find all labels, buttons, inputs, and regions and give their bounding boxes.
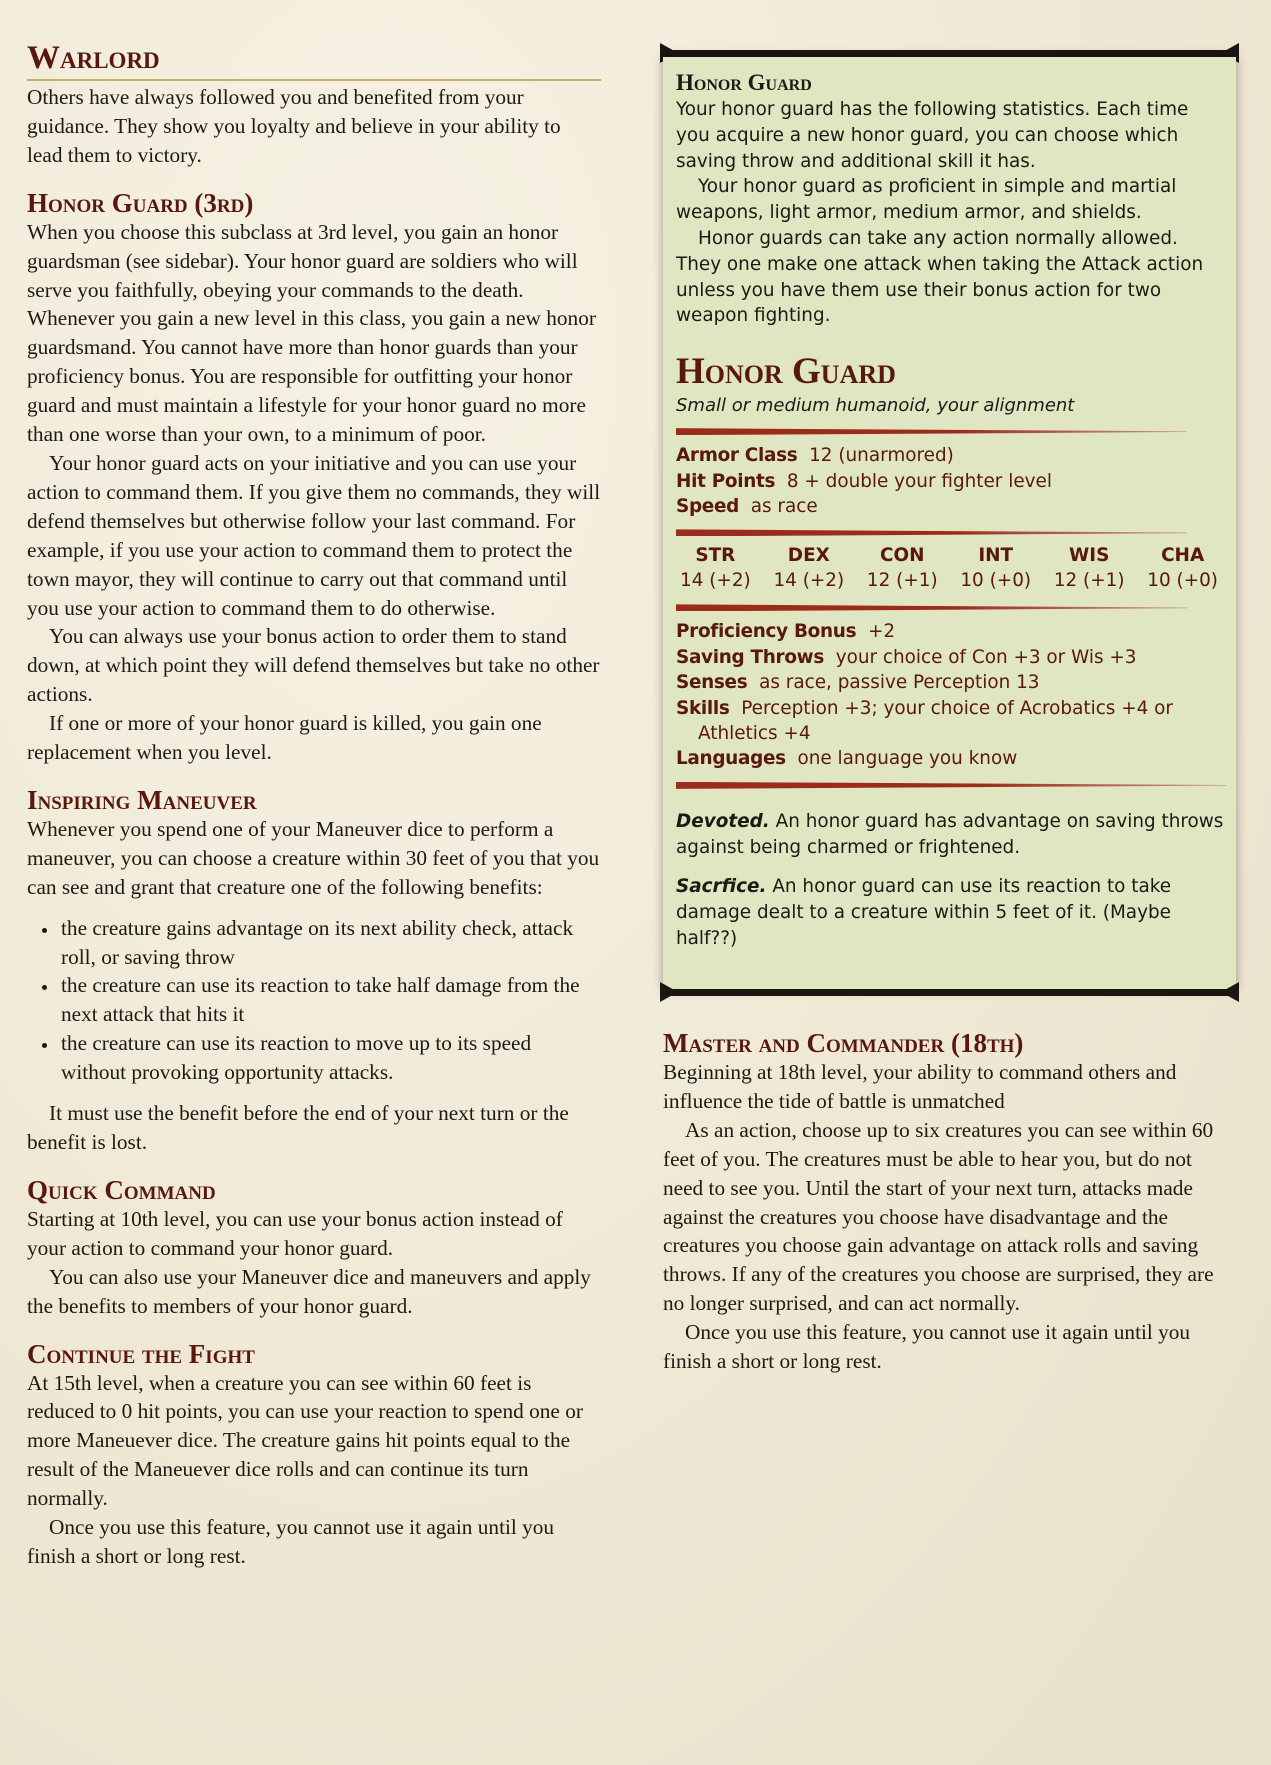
stat-block-name: Honor Guard — [676, 351, 896, 393]
quick-command-paragraph: You can also use your Maneuver dice and maneuvers and apply the benefits to members of your honor guard. — [27, 1264, 591, 1318]
senses: Senses as race, passive Perception 13 — [676, 672, 1040, 694]
ability-str: STR 14 (+2) — [680, 545, 751, 592]
continue-fight-paragraph: At 15th level, when a creature you can see within 60 feet is reduced to 0 hit points, you can use your reaction to spend one or more Maneuever dice. The creature gains hit points equal to the result of the Maneuever dice rolls and can continue its turn normally. — [27, 1370, 583, 1511]
skills: Skills Perception +3; your choice of Acrobatics +4 or Athletics +4 — [676, 697, 1173, 745]
continue-fight-heading: Continue the Fight — [27, 1338, 255, 1369]
armor-class: Armor Class 12 (unarmored) — [676, 445, 954, 467]
ability-scores — [680, 544, 1218, 594]
continue-fight-paragraph: Once you use this feature, you cannot use it again until you finish a short or long rest. — [27, 1515, 555, 1568]
ability-cha: CHA 10 (+0) — [1147, 545, 1218, 592]
saving-throws: Saving Throws your choice of Con +3 or Wis +3 — [676, 646, 1137, 668]
sidebar-paragraph: Your honor guard has the following statistics. Each time you acquire a new honor guard, you can choose which saving throw and additional skill it has. — [676, 99, 1189, 172]
honor-guard-paragraph: If one or more of your honor guard is killed, you gain one replacement when you level. — [27, 711, 542, 765]
sidebar-paragraph: Your honor guard as proficient in simple and martial weapons, light armor, medium armor, and shields. — [676, 176, 1177, 224]
divider — [676, 604, 1187, 611]
honor-guard-heading: Honor Guard (3rd) — [27, 187, 254, 218]
list-item: • the creature can use its reaction to move up to its speed without provoking opportunity attacks. — [59, 1029, 601, 1087]
intro-paragraph: Others have always followed you and benefited from your guidance. They show you loyalty and believe in your ability to lead them to victory. — [27, 85, 561, 167]
honor-guard-sidebar — [663, 40, 1236, 1000]
master-commander-paragraph: As an action, choose up to six creatures you can see within 60 feet of you. The creatures must be able to hear you, but do not need to see you. Until the start of your next turn, attacks made against the creatures you choose have disadvantage and the creatures you choose gain advantage on attack rolls and saving throws. If any of the creatures you choose are surprised, they are no longer surprised, and can act normally. — [663, 1117, 1214, 1316]
divider — [676, 782, 1226, 789]
right-column — [663, 1010, 1236, 1376]
list-item: • the creature gains advantage on its next ability check, attack roll, or saving throw — [59, 914, 601, 972]
quick-command-heading: Quick Command — [27, 1174, 216, 1205]
left-column — [27, 38, 601, 1571]
inspiring-maneuver-paragraph: It must use the benefit before the end of your next turn or the benefit is lost. — [27, 1101, 569, 1154]
proficiency-bonus: Proficiency Bonus +2 — [676, 621, 896, 643]
stat-block-type: Small or medium humanoid, your alignment — [676, 395, 1075, 417]
list-item: • the creature can use its reaction to take half damage from the next attack that hits it — [59, 971, 601, 1029]
honor-guard-paragraph: You can always use your bonus action to order them to stand down, at which point they will defend themselves but take no other actions. — [27, 624, 600, 707]
inspiring-maneuver-paragraph: Whenever you spend one of your Maneuver dice to perform a maneuver, you can choose a creature within 30 feet of you that you can see and grant that creature one of the following benefits: — [27, 816, 600, 899]
master-commander-paragraph: Beginning at 18th level, your ability to command others and influence the tide of battle is unmatched — [663, 1060, 1177, 1113]
sidebar-heading: Honor Guard — [676, 70, 812, 95]
sidebar-bottom-bar — [663, 989, 1236, 996]
speed: Speed as race — [676, 495, 818, 517]
benefit-list — [27, 914, 601, 1087]
ability-int: INT 10 (+0) — [960, 545, 1032, 592]
sidebar-body — [663, 57, 1236, 989]
divider — [676, 529, 1187, 536]
languages: Languages one language you know — [676, 748, 1018, 770]
sidebar-top-bar — [663, 50, 1236, 57]
master-commander-paragraph: Once you use this feature, you cannot use it again until you finish a short or long rest. — [663, 1320, 1191, 1374]
honor-guard-paragraph: When you choose this subclass at 3rd level, you gain an honor guardsman (see sidebar). Your honor guard are soldiers who will serve you faithfully, obeying your commands to the death. Whenever you gain a new level in this class, you gain a new honor guardsmand. You cannot have more than honor guards than your proficiency bonus. You are responsible for outfitting your honor guard and must maintain a lifestyle for your honor guard no more than one worse than your own, to a minimum of poor. — [27, 219, 596, 447]
trait-devoted: Devoted. An honor guard has advantage on saving throws against being charmed or frightened. — [676, 810, 1224, 858]
ability-con: CON 12 (+1) — [866, 545, 938, 592]
hit-points: Hit Points 8 + double your fighter level — [676, 470, 1052, 492]
honor-guard-paragraph: Your honor guard acts on your initiative and you can use your action to command them. If you give them no commands, they will defend themselves but otherwise follow your last command. For example, if you use your action to command them to protect the town mayor, they will continue to carry out that command until you use your action to command them to do otherwise. — [27, 450, 601, 620]
ability-dex: DEX 14 (+2) — [773, 545, 845, 592]
page-title: Warlord — [27, 38, 601, 81]
inspiring-maneuver-heading: Inspiring Maneuver — [27, 784, 257, 815]
trait-sacrifice: Sacrfice. An honor guard can use its reaction to take damage dealt to a creature within 5 feet of it. (Maybe half??) — [676, 876, 1172, 950]
sidebar-paragraph: Honor guards can take any action normally allowed. They one make one attack when taking the Attack action unless you have them use their bonus action for two weapon fighting. — [676, 227, 1204, 327]
ability-wis: WIS 12 (+1) — [1053, 545, 1125, 592]
master-commander-heading: Master and Commander (18th) — [663, 1028, 1024, 1058]
divider — [676, 428, 1187, 435]
quick-command-paragraph: Starting at 10th level, you can use your bonus action instead of your action to command your honor guard. — [27, 1206, 563, 1260]
